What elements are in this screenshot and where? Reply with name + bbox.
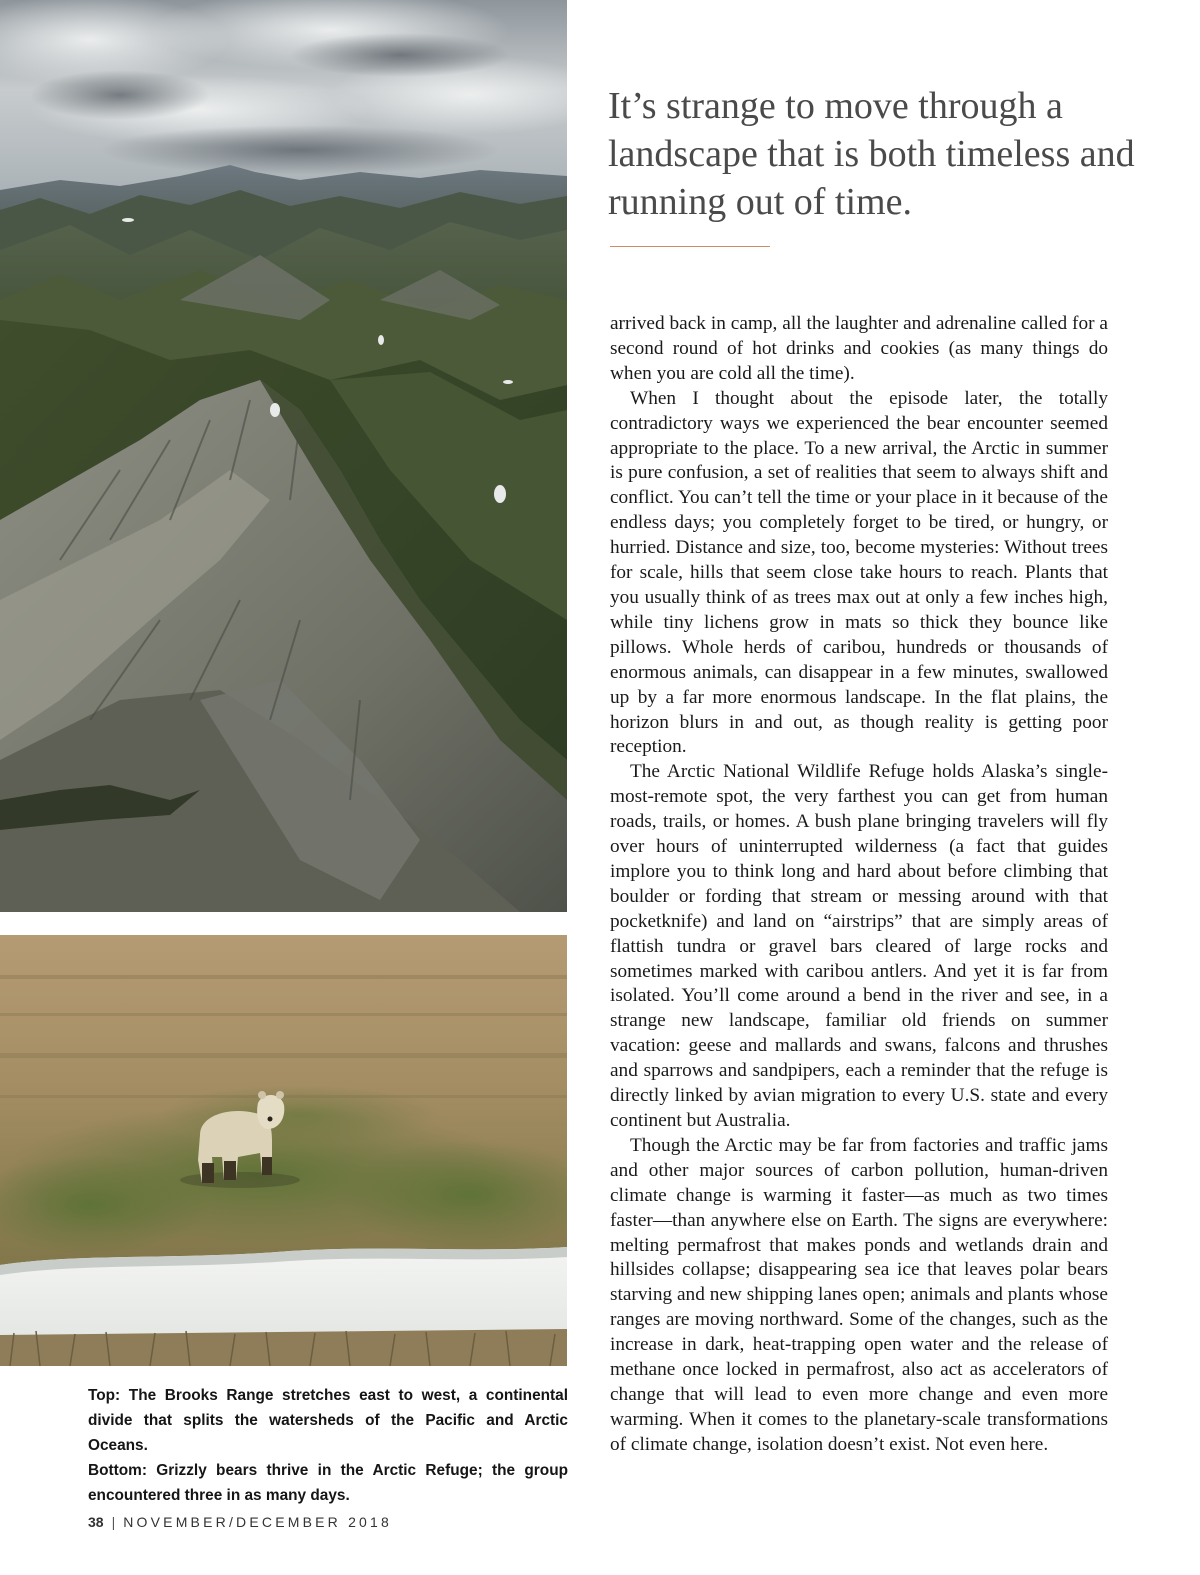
brooks-range-photo <box>0 0 567 912</box>
article-paragraph: The Arctic National Wildlife Refuge holds Alaska’s single-most-remote spot, the very farthest you can get from human roads, trails, or homes. A bush plane bringing travelers will fly over hours of uninterrupted wilderness (a fact that guides implore you to think long and hard about before climbing that boulder or fording that stream or messing around with that pocketknife) and land on “airstrips” that are simply areas of flattish tundra or gravel bars cleared of large rocks and sometimes marked with caribou antlers. And yet it is far from isolated. You’ll come around a bend in the river and see, in a strange new landscape, familiar old friends on summer vacation: geese and mallards and swans, falcons and thrushes and sparrows and sandpipers, each a reminder that the refuge is directly linked by avian migration to every U.S. state and every continent but Australia. <box>610 761 1108 1131</box>
footer-separator: | <box>111 1514 116 1530</box>
article-paragraph: When I thought about the episode later, the totally contradictory ways we experienced the bear encounter seemed appropriate to the place. To a new arrival, the Arctic in summer is pure confusion, a set of realities that seem to always shift and conflict. You can’t tell the time or your place in it because of the endless days; you completely forget to be tired, or hungry, or hurried. Distance and size, too, become mysteries: Without trees for scale, hills that seem close take hours to reach. Plants that you usually think of as trees max out at only a few inches high, while tiny lichens grow in mats so thick they bounce like pillows. Whole herds of caribou, hundreds or thousands of enormous animals, can disappear in a few minutes, swallowed up by a far more enormous landscape. In the flat plains, the horizon blurs in and out, as though reality is getting poor reception. <box>610 387 1108 758</box>
photo-caption <box>88 1383 568 1508</box>
caption-bottom: Bottom: Grizzly bears thrive in the Arctic Refuge; the group encountered three in as many days. <box>88 1462 568 1504</box>
pull-quote-rule <box>610 246 770 247</box>
page-number: 38 <box>88 1514 104 1530</box>
article-paragraph: arrived back in camp, all the laughter and adrenaline called for a second round of hot drinks and cookies (as many things do when you are cold all the time). <box>610 313 1108 384</box>
grizzly-bear-photo <box>0 935 567 1366</box>
page-footer <box>88 1510 392 1534</box>
caption-top: Top: The Brooks Range stretches east to west, a continental divide that splits the watersheds of the Pacific and Arctic Oceans. <box>88 1387 568 1454</box>
issue-date: NOVEMBER/DECEMBER 2018 <box>123 1514 393 1530</box>
article-body <box>610 312 1108 1458</box>
pull-quote: It’s strange to move through a landscape that is both timeless and running out of time. <box>608 85 1135 223</box>
article-paragraph: Though the Arctic may be far from factories and traffic jams and other major sources of carbon pollution, human-driven climate change is warming it faster—as much as two times faster—than anywhere else on Earth. The signs are everywhere: melting permafrost that makes ponds and wetlands drain and hillsides collapse; disappearing sea ice that leaves polar bears starving and new shipping lanes open; animals and plants whose ranges are moving northward. Some of the changes, such as the increase in dark, heat-trapping open water and the release of methane once locked in permafrost, also act as accelerators of change that will lead to even more change and even more warming. When it comes to the planetary-scale transformations of climate change, isolation doesn’t exist. Not even here. <box>610 1134 1108 1455</box>
